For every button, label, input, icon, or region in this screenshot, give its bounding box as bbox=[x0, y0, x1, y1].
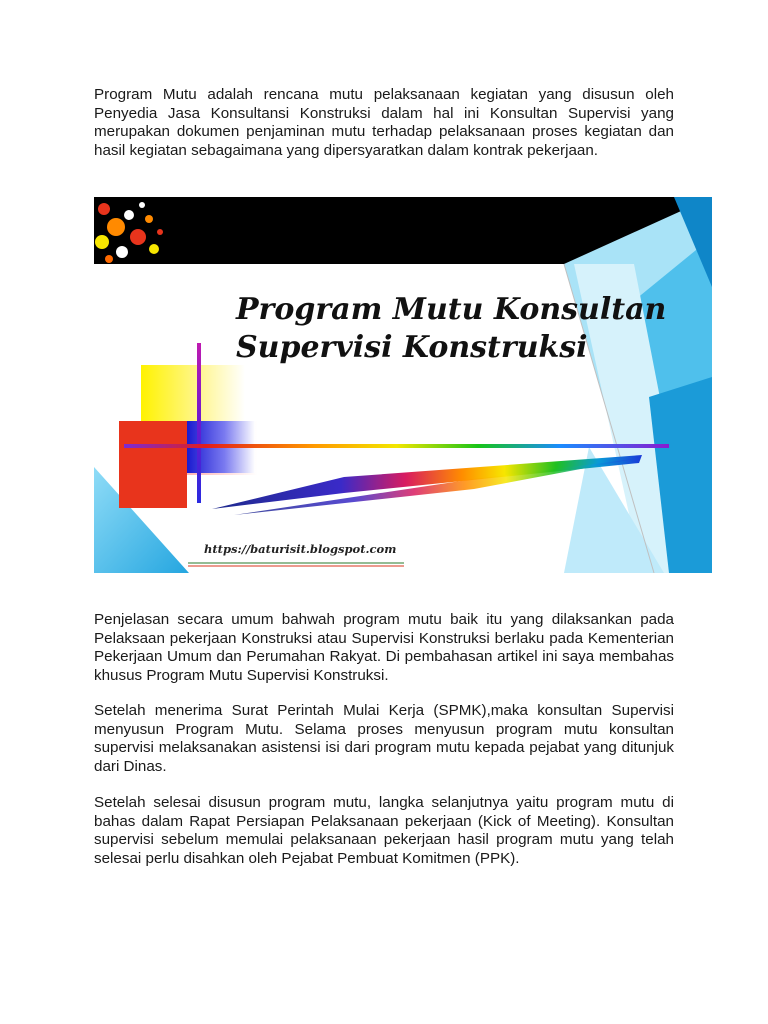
banner-title-line1: Program Mutu Konsultan bbox=[236, 292, 667, 327]
horizontal-rainbow-line bbox=[124, 444, 669, 448]
vertical-line bbox=[197, 343, 201, 503]
banner-title-line2: Supervisi Konstruksi bbox=[236, 330, 588, 365]
yellow-block bbox=[141, 365, 245, 421]
paragraph-intro: Program Mutu adalah rencana mutu pelaksanaan kegiatan yang disusun oleh Penyedia Jasa Konsultansi Konstruksi dalam hal ini Konsultan Supervisi yang merupakan dokumen penjaminan mutu terhadap pelaksanaan proses kegiatan dan hasil kegiatan sebagaimana yang dipersyaratkan dalam kontrak pekerjaan. bbox=[94, 86, 674, 159]
paragraph-kickoff: Setelah selesai disusun program mutu, langka selanjutnya yaitu program mutu di bahas dalam Rapat Persiapan Pelaksanaan pekerjaan (Kick of Meeting). Konsultan supervisi sebelum memulai pelaksanaan pekerjaan hasil program mutu yang telah selesai perlu disahkan oleh Pejabat Pembuat Komitmen (PPK). bbox=[94, 794, 674, 867]
paragraph-spmk: Setelah menerima Surat Perintah Mulai Kerja (SPMK),maka konsultan Supervisi menyusun Program Mutu. Selama proses menyusun program mutu konsultan supervisi melaksanakan asistensi isi dari program mutu kepada pejabat yang ditunjuk dari Dinas. bbox=[94, 702, 674, 775]
splatter-decoration bbox=[94, 197, 166, 264]
banner-image bbox=[94, 197, 712, 573]
red-block bbox=[119, 421, 187, 508]
banner-url: https://baturisit.blogspot.com bbox=[204, 542, 397, 556]
paragraph-explanation: Penjelasan secara umum bahwah program mutu baik itu yang dilaksankan pada Pelaksaan pekerjaan Konstruksi atau Supervisi Konstruksi berlaku pada Kementerian Pekerjaan Umum dan Perumahan Rakyat. Di pembahasan artikel ini saya membahas khusus Program Mutu Supervisi Konstruksi. bbox=[94, 611, 674, 684]
